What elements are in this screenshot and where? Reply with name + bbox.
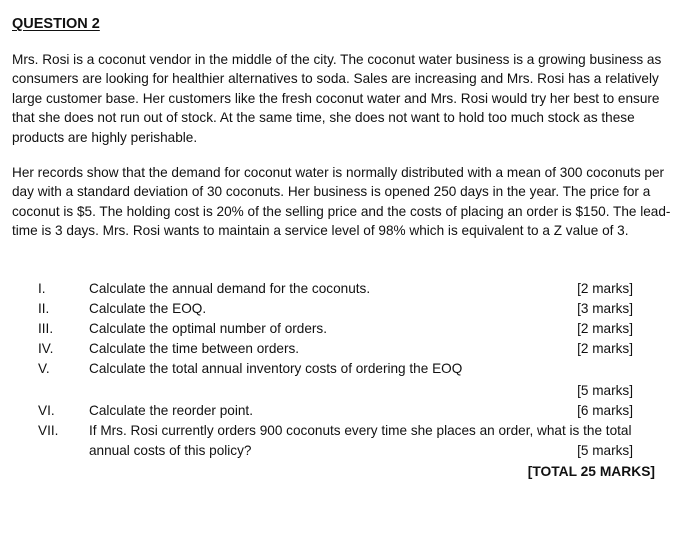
question-text: Calculate the EOQ. <box>89 301 207 316</box>
question-marks: [3 marks] <box>577 301 633 316</box>
question-number: II. <box>38 301 50 316</box>
question-heading: QUESTION 2 <box>12 16 100 32</box>
scenario-paragraph: Mrs. Rosi is a coconut vendor in the middle of the city. The coconut water business is a growing business as consumers are looking for healthier alternatives to soda. Sales are increasing and Mrs. Rosi has a relatively large customer base. Her customers like the fresh coconut water and Mrs. Rosi would try her best to ensure that she does not run out of stock. At the same time, she does not want to hold too much stock as these products are highly perishable. <box>12 52 662 145</box>
question-text: Calculate the annual demand for the coconuts. <box>89 281 371 296</box>
question-text: Calculate the optimal number of orders. <box>89 321 328 336</box>
question-marks: [2 marks] <box>577 281 633 296</box>
question-number: III. <box>38 321 54 336</box>
question-marks: [2 marks] <box>577 321 633 336</box>
question-text-continued: annual costs of this policy? <box>89 443 252 458</box>
question-number: VII. <box>38 423 59 438</box>
question-number: IV. <box>38 341 54 356</box>
question-marks: [5 marks] <box>577 383 633 398</box>
question-number: I. <box>38 281 46 296</box>
question-text: Calculate the reorder point. <box>89 403 253 418</box>
question-marks: [6 marks] <box>577 403 633 418</box>
data-paragraph: Her records show that the demand for coconut water is normally distributed with a mean of 300 coconuts per day with a standard deviation of 30 coconuts. Her business is opened 250 days in the year. The price for a coconut is $5. The holding cost is 20% of the selling price and the costs of placing an order is $150. The lead-time is 3 days. Mrs. Rosi wants to maintain a service level of 98% which is equivalent to a Z value of 3. <box>12 165 671 239</box>
question-text: Calculate the time between orders. <box>89 341 300 356</box>
total-marks: [TOTAL 25 MARKS] <box>527 464 655 479</box>
question-number: VI. <box>38 403 55 418</box>
question-marks: [2 marks] <box>577 341 633 356</box>
question-text: Calculate the total annual inventory costs of ordering the EOQ <box>89 361 463 376</box>
question-marks: [5 marks] <box>577 443 633 458</box>
question-number: V. <box>38 361 50 376</box>
question-text: If Mrs. Rosi currently orders 900 coconuts every time she places an order, what is the total <box>89 423 632 438</box>
